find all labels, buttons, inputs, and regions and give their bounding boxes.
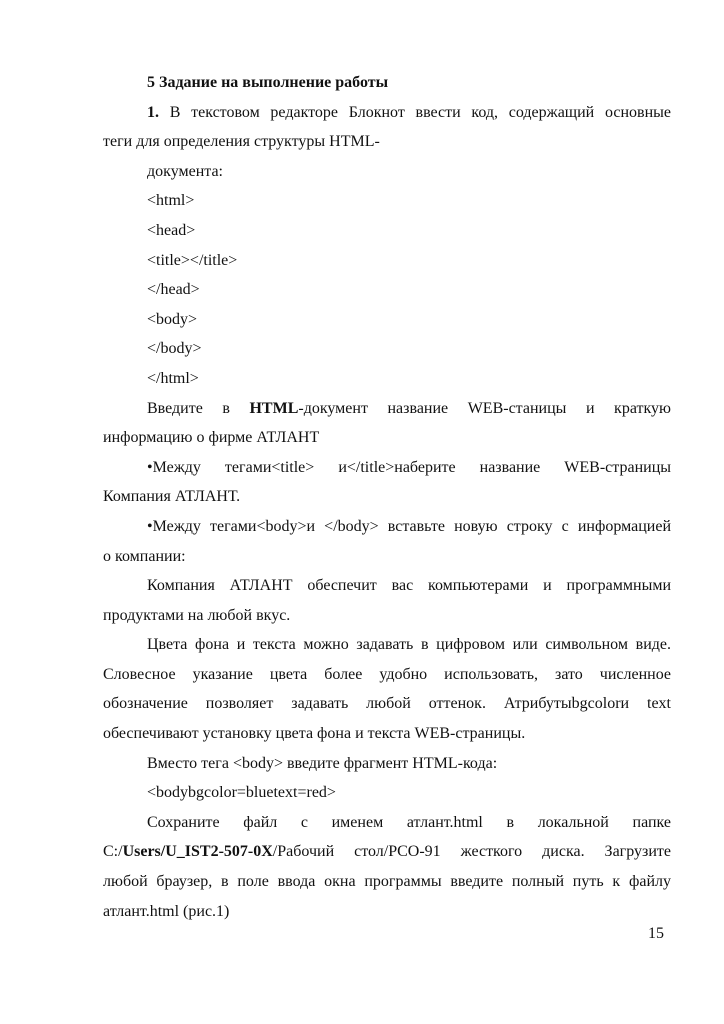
- section-heading: 5 Задание на выполнение работы: [147, 74, 389, 91]
- page-number: 15: [648, 925, 664, 942]
- company-line1: Компания АТЛАНТ обеспечит вас компьютерами и программными: [147, 577, 671, 595]
- save-line2: [103, 837, 671, 867]
- code-line-1: <html>: [147, 192, 195, 210]
- code-line-5: <body>: [147, 310, 198, 328]
- item1-number: 1.: [147, 103, 159, 121]
- colors-line3: обозначение позволяет задавать любой оттенок. Атрибутыbgcolorи text: [103, 695, 671, 713]
- intro-line1: [103, 394, 671, 424]
- save-line4: атлант.html (рис.1): [103, 902, 230, 920]
- intro-html-bold: HTML: [249, 399, 299, 417]
- colors-line1: Цвета фона и текста можно задавать в цифровом или символьном виде.: [147, 636, 671, 654]
- code-line-6: </body>: [147, 340, 202, 358]
- save-path-b: /Рабочий стол/PCO-91 жесткого диска. Загрузите: [272, 843, 671, 861]
- document-page: [103, 68, 671, 926]
- code-line-7: </html>: [147, 369, 199, 387]
- bullet1-line1: •Между тегами<title> и</title>наберите название WEB-страницы: [147, 458, 671, 476]
- replace-line: Вместо тега <body> введите фрагмент HTML-кода:: [147, 754, 498, 772]
- code-line-2: <head>: [147, 221, 196, 239]
- intro-text-b: -документ название WEB-станицы и краткую: [298, 399, 671, 417]
- code-line-3: <title></title>: [147, 251, 238, 269]
- save-line3: любой браузер, в поле ввода окна программы введите полный путь к файлу: [103, 873, 671, 891]
- code-line-4: </head>: [147, 281, 200, 299]
- save-line1: Сохраните файл с именем атлант.html в локальной папке: [147, 813, 671, 831]
- intro-text-a: Введите в: [147, 399, 250, 417]
- intro-line2: информацию о фирме АТЛАНТ: [103, 429, 320, 447]
- save-path-bold: Users/U_IST2-507-0X: [122, 843, 273, 861]
- company-line2: продуктами на любой вкус.: [103, 606, 291, 624]
- body-code-line: <bodybgcolor=bluetext=red>: [147, 784, 336, 802]
- colors-line2: Словесное указание цвета более удобно использовать, зато численное: [103, 665, 671, 683]
- item1-line2: теги для определения структуры HTML-: [103, 133, 380, 151]
- item1-text: В текстовом редакторе Блокнот ввести код, содержащий основные: [159, 103, 671, 121]
- save-path-a: C:/: [103, 843, 123, 861]
- colors-line4: обеспечивают установку цвета фона и текста WEB-страницы.: [103, 725, 526, 743]
- bullet2-line1: •Между тегами<body>и </body> вставьте новую строку с информацией: [147, 517, 671, 535]
- item1-line3: документа:: [147, 162, 223, 180]
- bullet1-line2: Компания АТЛАНТ.: [103, 488, 241, 506]
- item1-line1: [103, 98, 671, 128]
- bullet2-line2: о компании:: [103, 547, 186, 565]
